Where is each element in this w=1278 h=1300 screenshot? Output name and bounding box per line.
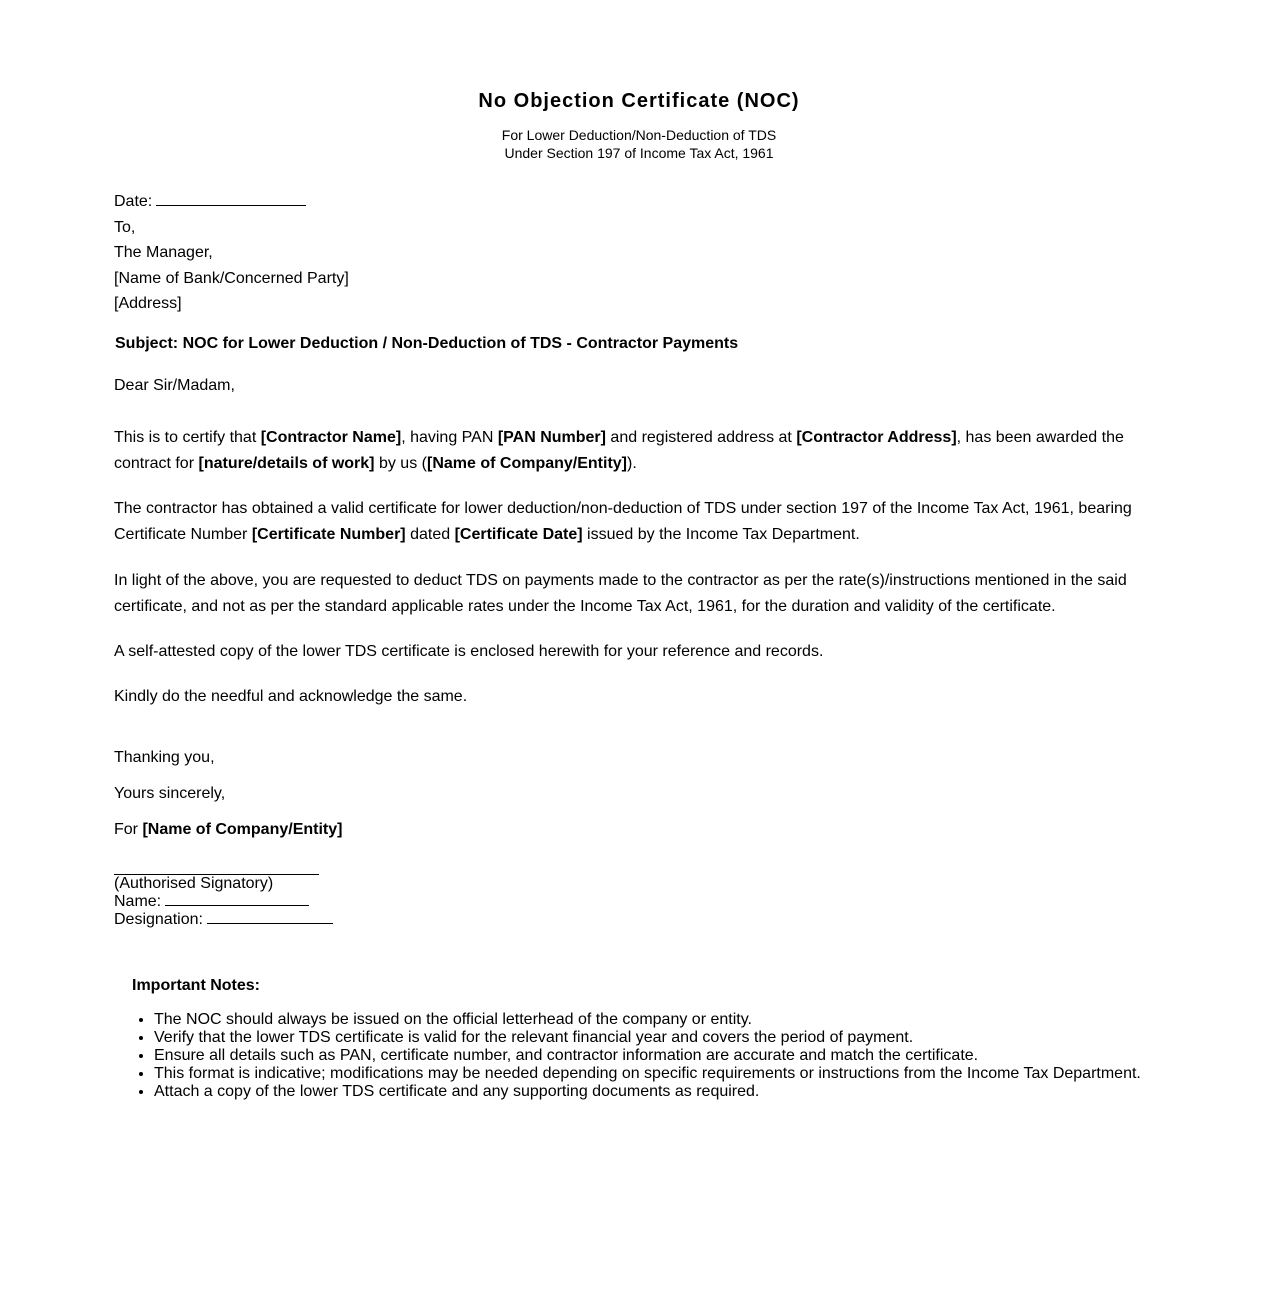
para1-text-4: , has been awarded the contract for <box>114 429 1124 472</box>
date-label: Date: <box>114 193 153 210</box>
company-placeholder: [Name of Company/Entity] <box>426 454 627 472</box>
authorised-signatory: (Authorised Signatory) <box>114 875 274 892</box>
paragraph-acknowledge: Kindly do the needful and acknowledge the same. <box>114 688 468 705</box>
list-item: • The NOC should always be issued on the official letterhead of the company or entity. <box>154 1011 1254 1029</box>
signature-block <box>114 858 333 929</box>
para2-text-3: issued by the Income Tax Department. <box>582 525 860 543</box>
paragraph-request: In light of the above, you are requested to deduct TDS on payments made to the contractor as per the rate(s)/instructions mentioned in the said certificate, and not as per the standard applicable rates under the Income Tax Act, 1961, for the duration and validity of the certificate. <box>114 572 1127 615</box>
paragraph-enclosure: A self-attested copy of the lower TDS certificate is enclosed herewith for your reference and records. <box>114 643 824 660</box>
salutation: Dear Sir/Madam, <box>114 377 235 394</box>
para1-text-5: by us ( <box>374 454 427 472</box>
paragraph-certificate-details <box>114 496 1154 547</box>
list-item: • Ensure all details such as PAN, certificate number, and contractor information are accurate and match the certificate. <box>154 1047 1254 1065</box>
list-item: • This format is indicative; modifications may be needed depending on specific requirements or instructions from the Income Tax Department. <box>154 1065 1254 1083</box>
para1-text-3: and registered address at <box>605 429 797 446</box>
document-subtitle <box>114 126 1164 162</box>
closing-yours: Yours sincerely, <box>114 785 226 802</box>
closing-for-company <box>114 821 342 839</box>
subject-line: Subject: NOC for Lower Deduction / Non-Deduction of TDS - Contractor Payments <box>115 335 739 352</box>
certificate-date-placeholder: [Certificate Date] <box>454 525 583 543</box>
to-line: To, <box>114 218 136 236</box>
for-label: For <box>114 821 143 838</box>
date-line <box>114 189 349 215</box>
pan-placeholder: [PAN Number] <box>497 429 606 446</box>
list-item: • Verify that the lower TDS certificate is valid for the relevant financial year and covers the period of payment. <box>154 1029 1254 1047</box>
list-item: • Attach a copy of the lower TDS certificate and any supporting documents as required. <box>154 1083 1254 1101</box>
contractor-name-placeholder: [Contractor Name] <box>260 429 402 446</box>
party-line: [Name of Bank/Concerned Party] <box>114 269 349 287</box>
para2-text-2: dated <box>405 525 455 543</box>
closing-thanks: Thanking you, <box>114 749 215 766</box>
name-label: Name: <box>114 893 162 910</box>
designation-label: Designation: <box>114 911 203 928</box>
contractor-address-placeholder: [Contractor Address] <box>796 429 957 446</box>
address-line: [Address] <box>114 295 182 312</box>
name-blank <box>165 904 309 906</box>
manager-line: The Manager, <box>114 244 213 261</box>
date-blank <box>156 204 306 206</box>
name-line <box>114 893 333 911</box>
para1-text-1: This is to certify that <box>114 429 261 446</box>
recipient-address-block <box>114 189 349 317</box>
subtitle-line-2: Under Section 197 of Income Tax Act, 1961 <box>504 145 774 161</box>
designation-line <box>114 911 333 929</box>
certificate-number-placeholder: [Certificate Number] <box>251 525 406 543</box>
document-title: No Objection Certificate (NOC) <box>478 90 800 112</box>
work-details-placeholder: [nature/details of work] <box>198 454 375 472</box>
subtitle-line-1: For Lower Deduction/Non-Deduction of TDS <box>501 127 777 143</box>
designation-blank <box>207 922 333 924</box>
para2-text-1: The contractor has obtained a valid certificate for lower deduction/non-deduction of TDS under section 197 of the Income Tax Act, 1961, bearing Certificate Number <box>114 500 1132 543</box>
paragraph-certification <box>114 425 1154 476</box>
notes-title: Important Notes: <box>132 977 260 994</box>
para1-text-6: ). <box>627 454 637 472</box>
para1-text-2: , having PAN <box>401 429 498 446</box>
notes-list <box>114 1011 1254 1101</box>
closing-company-placeholder: [Name of Company/Entity] <box>142 821 343 838</box>
